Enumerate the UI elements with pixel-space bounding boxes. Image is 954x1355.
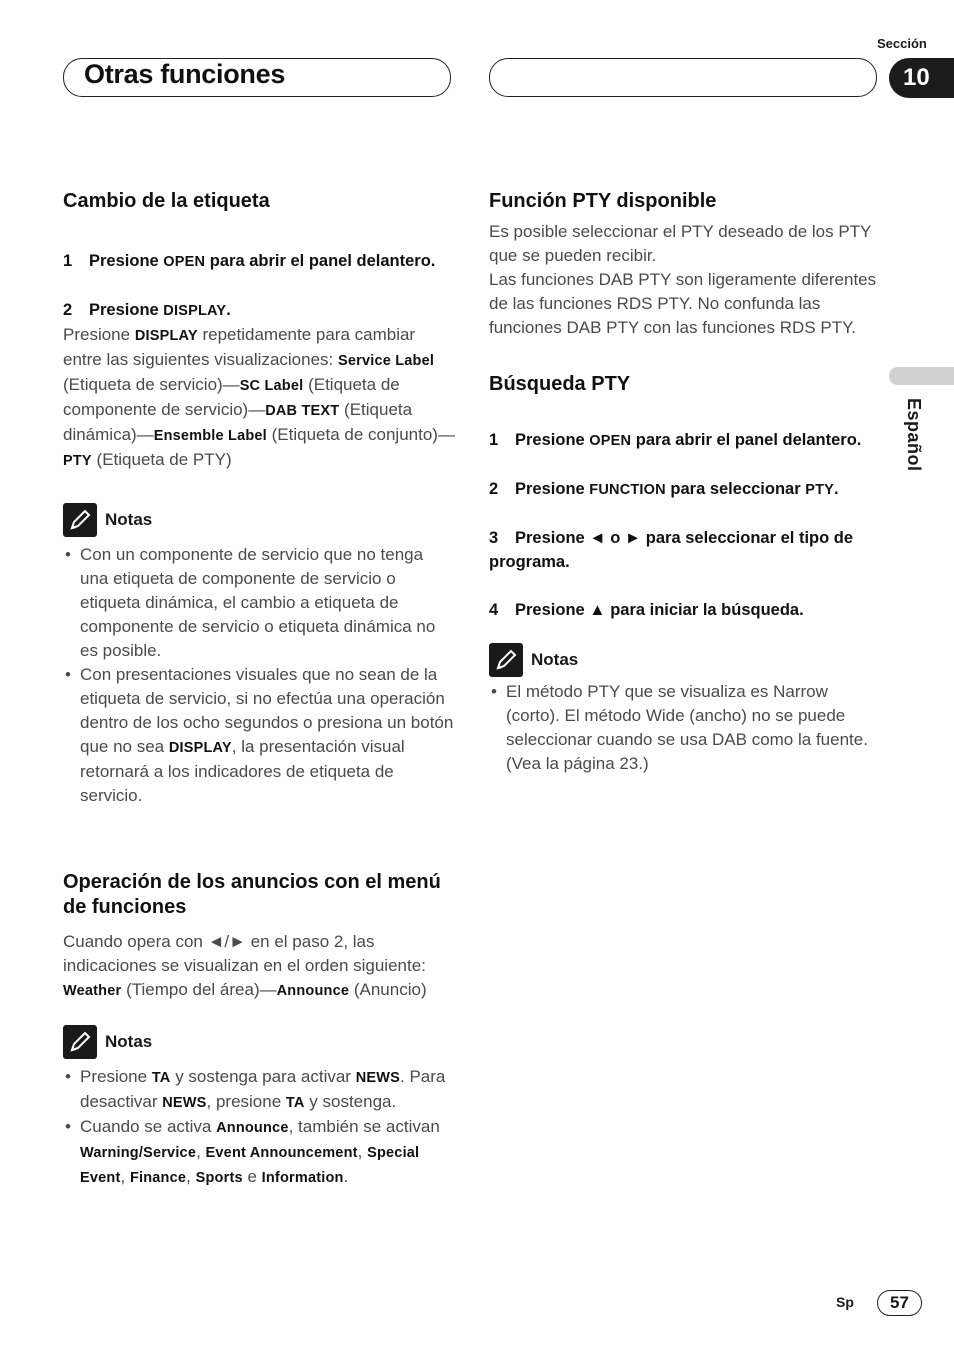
note-item: • El método PTY que se visualiza es Narrow (corto). El método Wide (ancho) no se puede seleccionar cuando se usa DAB como la fuente. (Vea la página 23.) <box>489 680 881 776</box>
note-item: • Presione TA y sostenga para activar NEWS. Para desactivar NEWS, presione TA y sostenga. <box>63 1065 455 1115</box>
notes-header-2 <box>63 1025 455 1059</box>
pencil-note-icon <box>489 643 523 677</box>
note-item: • Cuando se activa Announce, también se activan Warning/Service, Event Announcement, Special Event, Finance, Sports e Information. <box>63 1115 455 1190</box>
section-label: Sección <box>877 36 927 51</box>
notes-list-1 <box>63 543 455 808</box>
notes-header-3 <box>489 643 881 677</box>
note-item: • Con un componente de servicio que no tenga una etiqueta de componente de servicio o etiqueta dinámica, el cambio a etiqueta de componente de servicio o etiqueta dinámica no es posible. <box>63 543 455 663</box>
language-label: Español <box>904 398 924 472</box>
cambio-step-1: 1 Presione OPEN para abrir el panel delantero. <box>63 252 436 270</box>
cambio-body: Presione DISPLAY repetidamente para cambiar entre las siguientes visualizaciones: Service Label (Etiqueta de servicio)—SC Label (Etiqueta de componente de servicio)—DAB TEXT (Etiqueta dinámica)—Ensemble Label (Etiqueta de conjunto)—PTY (Etiqueta de PTY) <box>63 325 455 469</box>
heading-funcion-pty: Función PTY disponible <box>489 190 717 212</box>
left-column-top <box>63 189 455 808</box>
funcion-paragraph-1: Es posible seleccionar el PTY deseado de los PTY que se pueden recibir. <box>489 222 872 265</box>
heading-cambio: Cambio de la etiqueta <box>63 190 270 212</box>
busqueda-step-2: 2 Presione FUNCTION para seleccionar PTY. <box>489 480 839 498</box>
notes-list-2 <box>63 1065 455 1190</box>
note-item: • Con presentaciones visuales que no sean de la etiqueta de servicio, si no efectúa una operación dentro de los ocho segundos o presiona un botón que no sea DISPLAY, la presentación visual retornará a los indicadores de etiqueta de servicio. <box>63 663 455 808</box>
section-number-tab: 10 <box>889 58 954 98</box>
notes-header-1 <box>63 503 455 537</box>
right-column-bottom <box>489 372 881 776</box>
notes-title: Notas <box>105 1032 153 1051</box>
language-tab <box>889 367 954 385</box>
header-right-frame <box>489 58 877 97</box>
busqueda-step-1: 1 Presione OPEN para abrir el panel delantero. <box>489 431 862 449</box>
heading-operacion: Operación de los anuncios con el menú de funciones <box>63 871 441 918</box>
pencil-note-icon <box>63 1025 97 1059</box>
page-title: Otras funciones <box>84 59 286 89</box>
heading-busqueda-pty: Búsqueda PTY <box>489 373 631 395</box>
busqueda-step-4: 4 Presione ▲ para iniciar la búsqueda. <box>489 601 804 619</box>
notes-list-3 <box>489 680 881 776</box>
busqueda-step-3: 3 Presione ◄ o ► para seleccionar el tipo de programa. <box>489 529 854 571</box>
right-column-top <box>489 189 881 340</box>
notes-title: Notas <box>105 510 153 529</box>
cambio-step-2: 2 Presione DISPLAY. <box>63 301 231 319</box>
footer-language-code: Sp <box>836 1294 854 1310</box>
left-column-bottom <box>63 870 455 1190</box>
page-number: 57 <box>877 1290 922 1316</box>
operacion-body: Cuando opera con ◄/► en el paso 2, las indicaciones se visualizan en el orden siguiente: Weather (Tiempo del área)—Announce (Anuncio) <box>63 932 427 999</box>
funcion-paragraph-2: Las funciones DAB PTY son ligeramente diferentes de las funciones RDS PTY. No confunda las funciones DAB PTY con las funciones RDS PTY. <box>489 270 877 337</box>
notes-title: Notas <box>531 650 579 669</box>
pencil-note-icon <box>63 503 97 537</box>
